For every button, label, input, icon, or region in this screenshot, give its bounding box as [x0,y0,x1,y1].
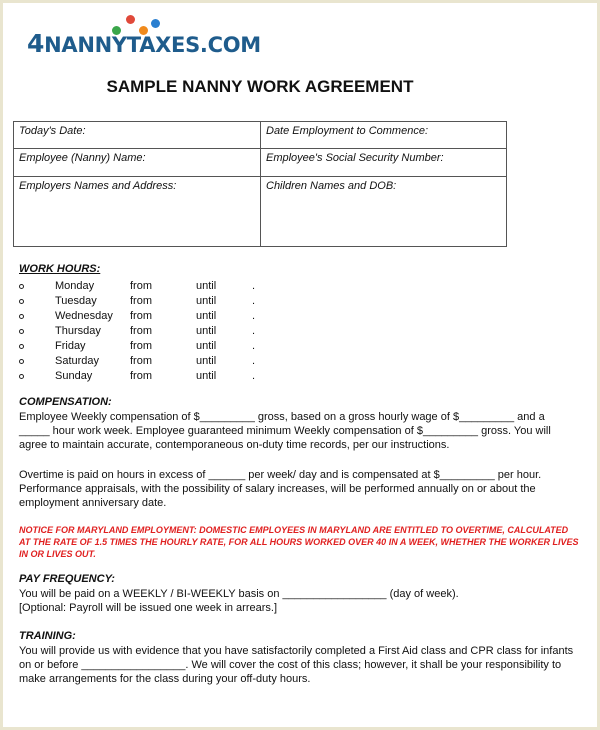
logo-dot-red [126,15,135,24]
training-paragraph: You will provide us with evidence that you have satisfactorily completed a First Aid class and CPR class for infants on or before _________________. We will cover the cost of this class; however, it shall be your responsibility to make arrangements for the class during your off-duty hours. [19,645,574,685]
end-mark: . [252,325,256,337]
end-mark: . [252,310,256,322]
bullet-icon [19,374,24,379]
bullet-icon [19,329,24,334]
day-label: Tuesday [55,295,97,307]
end-mark: . [252,295,256,307]
end-mark: . [252,280,256,292]
end-mark: . [252,340,256,352]
maryland-notice: NOTICE FOR MARYLAND EMPLOYMENT: DOMESTIC EMPLOYEES IN MARYLAND ARE ENTITLED TO OVERTIME, CALCULATED AT THE RATE OF 1.5 TIMES THE HOURLY RATE, FOR ALL HOURS WORKED OVER 40 IN A WEEK, WHETHER THE WORKER LIVES IN OR LIVES OUT. [19,525,579,559]
day-label: Wednesday [55,310,113,322]
info-row [14,149,507,177]
until-label: until [196,325,217,337]
day-label: Sunday [55,370,93,382]
compensation-paragraph: Employee Weekly compensation of $_________ gross, based on a gross hourly wage of $_________ and a _____ hour work week. Employee guaranteed minimum Weekly compensation of $_________ gross. You will agree to maintain accurate, contemporaneous on-duty time records, per our instructions. [19,411,551,451]
payroll-note: [Optional: Payroll will be issued one week in arrears.] [19,602,278,614]
employer-names-address-field[interactable]: Employers Names and Address: [14,177,261,247]
info-table [13,121,507,247]
from-label: from [130,370,152,382]
until-label: until [196,310,217,322]
employment-start-date-field[interactable]: Date Employment to Commence: [261,122,507,149]
overtime-paragraph: Overtime is paid on hours in excess of ______ per week/ day and is compensated at $_________ per hour. Performance appraisals, with the possibility of salary increases, will be performed annually on or about the employment anniversary date. [19,469,542,509]
until-label: until [196,370,217,382]
from-label: from [130,340,152,352]
bullet-icon [19,344,24,349]
until-label: until [196,280,217,292]
logo-number: 4 [27,29,45,58]
day-label: Saturday [55,355,100,367]
logo-text [27,29,261,58]
from-label: from [130,295,152,307]
training-heading: TRAINING: [19,630,76,642]
bullet-icon [19,299,24,304]
nannytaxes-logo [27,13,267,63]
bullet-icon [19,284,24,289]
until-label: until [196,340,217,352]
employee-ssn-field[interactable]: Employee's Social Security Number: [261,149,507,177]
document-title: SAMPLE NANNY WORK AGREEMENT [106,77,414,96]
info-row [14,177,507,247]
from-label: from [130,355,152,367]
logo-word-taxes: TAXES [126,33,200,57]
todays-date-field[interactable]: Today's Date: [14,122,261,149]
logo-word-nanny: NANNY [44,33,127,57]
children-names-dob-field[interactable]: Children Names and DOB: [261,177,507,247]
day-label: Thursday [55,325,101,337]
end-mark: . [252,355,256,367]
pay-frequency-line: You will be paid on a WEEKLY / BI-WEEKLY basis on _________________ (day of week). [19,588,459,600]
until-label: until [196,355,217,367]
day-label: Friday [55,340,86,352]
pay-frequency-heading: PAY FREQUENCY: [19,573,115,585]
from-label: from [130,310,152,322]
from-label: from [130,280,152,292]
compensation-heading: COMPENSATION: [19,396,112,408]
document-page [3,3,597,727]
bullet-icon [19,314,24,319]
from-label: from [130,325,152,337]
logo-domain: .COM [199,33,261,57]
work-hours-heading: WORK HOURS: [19,263,101,275]
until-label: until [196,295,217,307]
employee-name-field[interactable]: Employee (Nanny) Name: [14,149,261,177]
info-row [14,122,507,149]
end-mark: . [252,370,256,382]
day-label: Monday [55,280,95,292]
logo-dot-blue [151,19,160,28]
bullet-icon [19,359,24,364]
